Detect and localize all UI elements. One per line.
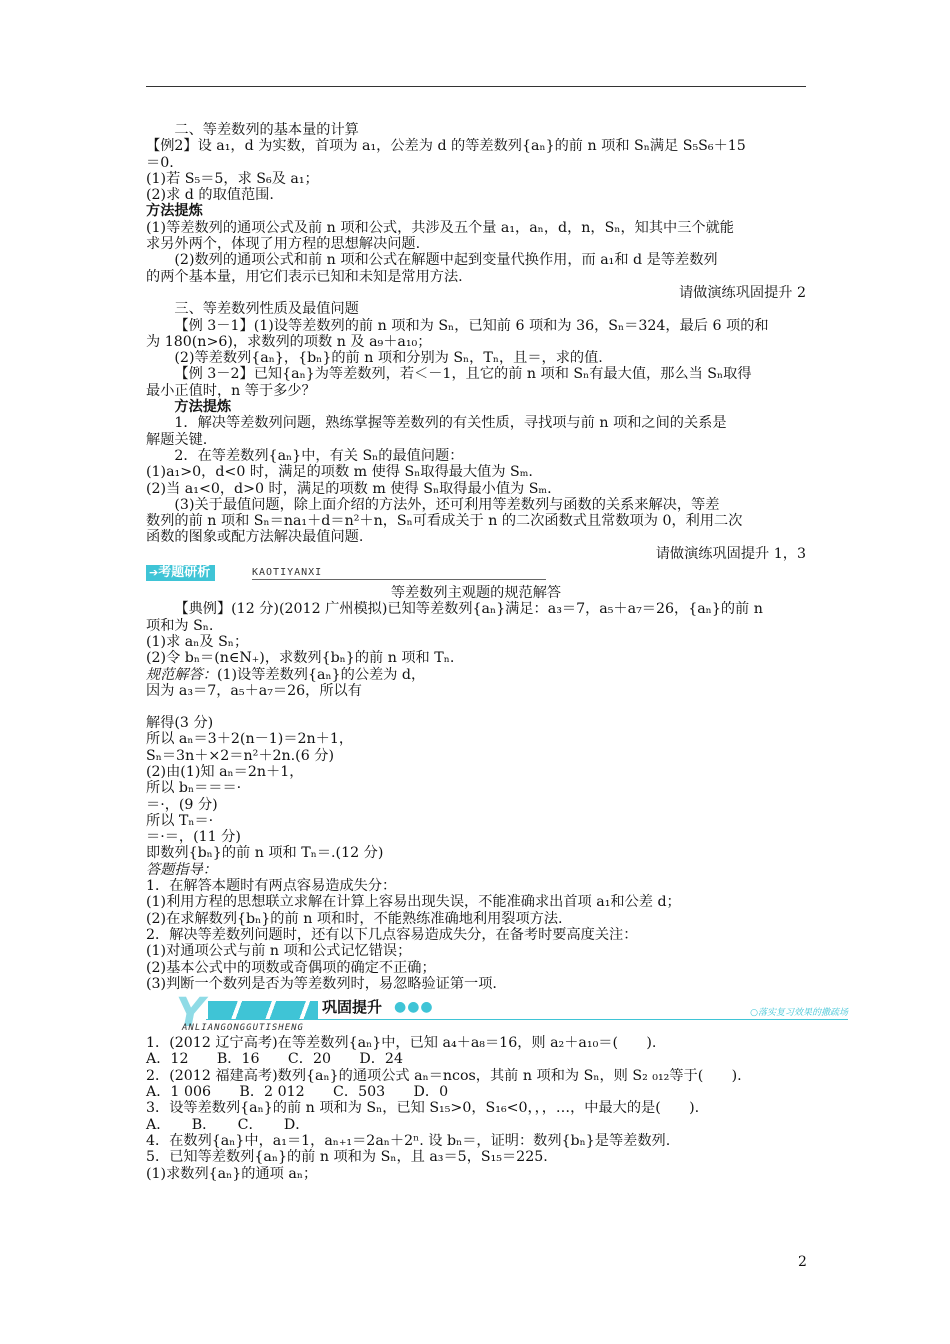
method-text: (3)关于最值问题，除上面介绍的方法外，还可利用等差数列与函数的关系来解决，等差	[174, 496, 720, 513]
solution-text: 即数列{bₙ}的前 n 项和 Tₙ＝.(12 分)	[146, 845, 384, 862]
research-pinyin: KAOTIYANXI	[252, 567, 323, 579]
method-text: 解题关键.	[146, 431, 208, 448]
example-text: 【典例】(12 分)(2012 广州模拟)已知等差数列{aₙ}满足：a₃＝7，a₅＋a₇＝26，{aₙ}的前 n	[174, 601, 763, 618]
solution-text: 解得(3 分)	[146, 715, 214, 732]
question-text: (1)求 aₙ及 Sₙ；	[146, 633, 249, 650]
question-text: (2)求 d 的取值范围.	[146, 187, 274, 204]
exercise-item: (1)求数列{aₙ}的通项 aₙ；	[146, 1165, 318, 1182]
equation-space	[146, 699, 806, 715]
solution-text: ＝·，(9 分)	[146, 796, 218, 813]
example-text: 为 180(n>6)，求数列的项数 n 及 a₉＋a₁₀；	[146, 333, 432, 350]
practice-note: 请做演练巩固提升 1，3	[655, 545, 806, 562]
banner-dots: ●●●	[394, 999, 434, 1016]
method-text: 求另外两个，体现了用方程的思想解决问题.	[146, 236, 421, 253]
method-text: 函数的图象或配方法解决最值问题.	[146, 529, 364, 546]
page-number: 2	[798, 1254, 807, 1270]
exercise-options: A．1 006 B．2 012 C．503 D．0	[146, 1084, 449, 1101]
guide-text: 1．在解答本题时有两点容易造成失分：	[146, 878, 397, 895]
section-heading: 三、等差数列性质及最值问题	[174, 301, 359, 318]
exercise-item: 2．(2012 福建高考)数列{aₙ}的通项公式 aₙ＝ncos，其前 n 项和为 Sₙ，则 S₂ ₀₁₂等于( ).	[146, 1067, 742, 1084]
exercise-options: A．12 B．16 C．20 D．24	[146, 1051, 403, 1068]
consolidate-title: 巩固提升	[322, 998, 383, 1017]
guide-text: 2．解决等差数列问题时，还有以下几点容易造成失分，在备考时要高度关注：	[146, 926, 638, 943]
page-content	[146, 122, 848, 1182]
method-text: 的两个基本量，用它们表示已知和未知是常用方法.	[146, 268, 463, 285]
exercise-options: A． B． C． D．	[146, 1116, 310, 1133]
exercise-item: 4．在数列{aₙ}中，a₁＝1，aₙ₊₁＝2aₙ＋2ⁿ. 设 bₙ＝，证明：数列{bₙ}是等差数列.	[146, 1132, 671, 1149]
method-text: (1)a₁>0，d<0 时，满足的项数 m 使得 Sₙ取得最大值为 Sₘ.	[146, 464, 533, 481]
solution-text: 所以 bₙ＝＝＝·	[146, 780, 242, 797]
guide-text: (1)利用方程的思想联立求解在计算上容易出现失误，不能准确求出首项 a₁和公差 d；	[146, 894, 681, 911]
guide-text: (2)在求解数列{bₙ}的前 n 项和时，不能熟练准确地利用裂项方法.	[146, 910, 563, 927]
example-text: (2)等差数列{aₙ}，{bₙ}的前 n 项和分别为 Sₙ，Tₙ，且＝，求的值.	[174, 350, 603, 367]
example-text: 【例 3－2】已知{aₙ}为等差数列，若＜－1，且它的前 n 项和 Sₙ有最大值，那么当 Sₙ取得	[174, 366, 752, 383]
example-text: 最小正值时，n 等于多少？	[146, 382, 316, 399]
solution-text: ＝·＝，(11 分)	[146, 829, 241, 846]
method-text: (2)数列的通项公式和前 n 项和公式在解题中起到变量代换作用，而 a₁和 d 是等差数列	[174, 252, 718, 269]
solution-text: (2)由(1)知 aₙ＝2n＋1，	[146, 763, 304, 780]
question-text: (2)令 bₙ＝(n∈N₊)，求数列{bₙ}的前 n 项和 Tₙ.	[146, 650, 455, 667]
solution-text: Sₙ＝3n＋×2＝n²＋2n.(6 分)	[146, 747, 334, 764]
solution-label: 规范解答：	[146, 666, 217, 683]
banner-underline	[252, 579, 546, 580]
exercise-item: 1．(2012 辽宁高考)在等差数列{aₙ}中，已知 a₄＋a₈＝16，则 a₂＋a₁₀＝( ).	[146, 1035, 657, 1052]
exercise-item: 5．已知等差数列{aₙ}的前 n 项和为 Sₙ，且 a₃＝5，S₁₅＝225.	[146, 1149, 548, 1166]
banner-stripes	[208, 1001, 318, 1019]
guide-text: (1)对通项公式与前 n 项和公式记忆错误；	[146, 943, 412, 960]
exercise-item: 3．设等差数列{aₙ}的前 n 项和为 Sₙ，已知 S₁₅>0，S₁₆<0，，，…，中最大的是( ).	[146, 1100, 700, 1117]
question-text: (1)若 S₅＝5，求 S₆及 a₁；	[146, 170, 319, 187]
banner-slogan: ○落实复习效果的撒疏场	[750, 1008, 848, 1019]
section-heading: 二、等差数列的基本量的计算	[174, 122, 359, 138]
research-banner	[146, 564, 806, 584]
method-text: 1．解决等差数列问题，熟练掌握等差数列的有关性质，寻找项与前 n 项和之间的关系是	[174, 415, 727, 432]
banner-letter: Y	[176, 990, 205, 1037]
method-title: 方法提炼	[174, 399, 232, 416]
solution-text: 所以 aₙ＝3＋2(n－1)＝2n＋1，	[146, 731, 354, 748]
example-title: 等差数列主观题的规范解答	[390, 585, 562, 602]
practice-note: 请做演练巩固提升 2	[678, 284, 806, 301]
example-text: 【例2】设 a₁，d 为实数，首项为 a₁，公差为 d 的等差数列{aₙ}的前 n 项和 Sₙ满足 S₅S₆＋15	[146, 138, 746, 155]
guide-label: 答题指导：	[146, 861, 217, 878]
method-text: 2．在等差数列{aₙ}中，有关 Sₙ的最值问题：	[174, 447, 464, 464]
example-text: 【例 3－1】(1)设等差数列的前 n 项和为 Sₙ，已知前 6 项和为 36，Sₙ＝324，最后 6 项的和	[174, 317, 769, 334]
header-rule	[146, 86, 806, 87]
method-text: (2)当 a₁<0，d>0 时，满足的项数 m 使得 Sₙ取得最小值为 Sₘ.	[146, 480, 552, 497]
arrow-right-icon: ➔	[149, 566, 159, 580]
solution-text: (1)设等差数列{aₙ}的公差为 d，	[216, 666, 426, 683]
method-text: (1)等差数列的通项公式及前 n 项和公式，共涉及五个量 a₁，aₙ，d，n，Sₙ，知其中三个就能	[146, 219, 734, 236]
consolidate-banner	[146, 990, 848, 1037]
method-text: 数列的前 n 项和 Sₙ＝na₁＋d＝n²＋n，Sₙ可看成关于 n 的二次函数式且常数项为 0，利用二次	[146, 513, 743, 530]
guide-text: (2)基本公式中的项数或奇偶项的确定不正确；	[146, 959, 436, 976]
solution-text: 因为 a₃＝7，a₅＋a₇＝26，所以有	[146, 682, 362, 699]
example-text: 项和为 Sₙ.	[146, 617, 214, 634]
method-title: 方法提炼	[146, 203, 203, 220]
example-text: ＝0.	[146, 154, 174, 171]
guide-text: (3)判断一个数列是否为等差数列时，易忽略验证第一项.	[146, 975, 497, 992]
research-tag	[146, 565, 215, 581]
consolidate-pinyin: ANLIANGONGGUTISHENG	[182, 1023, 304, 1034]
research-title: 考题研析	[158, 565, 211, 581]
solution-text: 所以 Tₙ＝·	[146, 812, 214, 829]
